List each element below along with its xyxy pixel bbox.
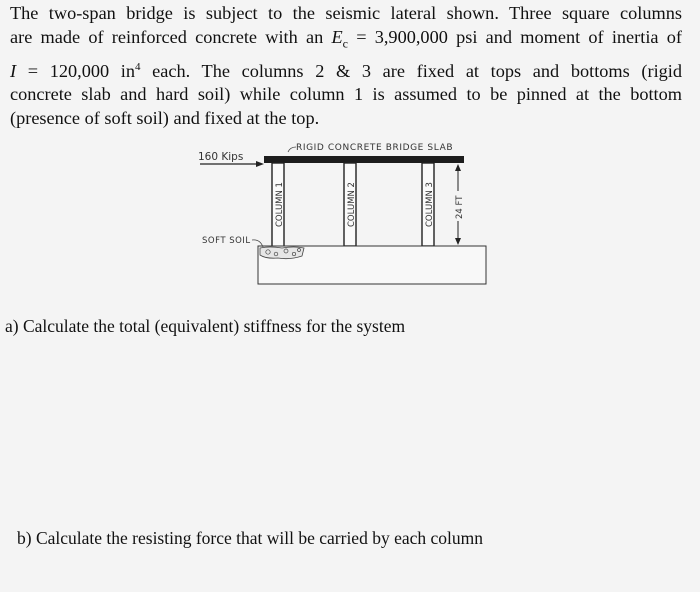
height-label: 24 FT [455,195,465,219]
bridge-diagram [190,135,500,295]
bridge-slab [264,156,464,163]
column-2-label: COLUMN 2 [347,182,357,227]
slab-leader-line [288,147,296,152]
inertia-superscript: 4 [135,60,141,73]
question-b: b) Calculate the resisting force that will be carried by each column [17,528,483,548]
statement-line-2-end: = 3,900,000 psi and moment of inertia of [347,26,682,47]
bridge-sketch [190,135,500,295]
statement-line-2-start: are made of reinforced concrete with an [10,26,332,47]
dimension-arrow-up-icon [455,164,461,171]
column-1-label: COLUMN 1 [275,182,285,227]
i-symbol: I [10,60,17,81]
ec-subscript: c [342,36,348,51]
force-label: 160 Kips [198,151,244,163]
force-arrowhead-icon [256,161,264,167]
soil-label: SOFT SOIL [202,236,251,246]
dimension-arrow-down-icon [455,238,461,245]
column-3-label: COLUMN 3 [425,182,435,227]
statement-line-3-end: each. The columns 2 & 3 are fixed at tops and bottoms (rigid [140,60,683,81]
statement-line-3 [10,56,682,84]
statement-line-5: (presence of soft soil) and fixed at the top. [10,107,320,128]
statement-line-2 [10,26,682,56]
statement-line-1: The two-span bridge is subject to the seismic lateral shown. Three square columns [10,3,682,23]
ec-symbol: E [331,26,343,47]
slab-label: RIGID CONCRETE BRIDGE SLAB [296,143,454,153]
question-a: a) Calculate the total (equivalent) stiffness for the system [5,316,406,336]
soft-soil-patch [260,247,304,259]
statement-line-4: concrete slab and hard soil) while column 1 is assumed to be pinned at the bottom [10,84,682,105]
statement-line-3-start: = 120,000 in [16,60,135,81]
problem-statement [10,2,682,130]
